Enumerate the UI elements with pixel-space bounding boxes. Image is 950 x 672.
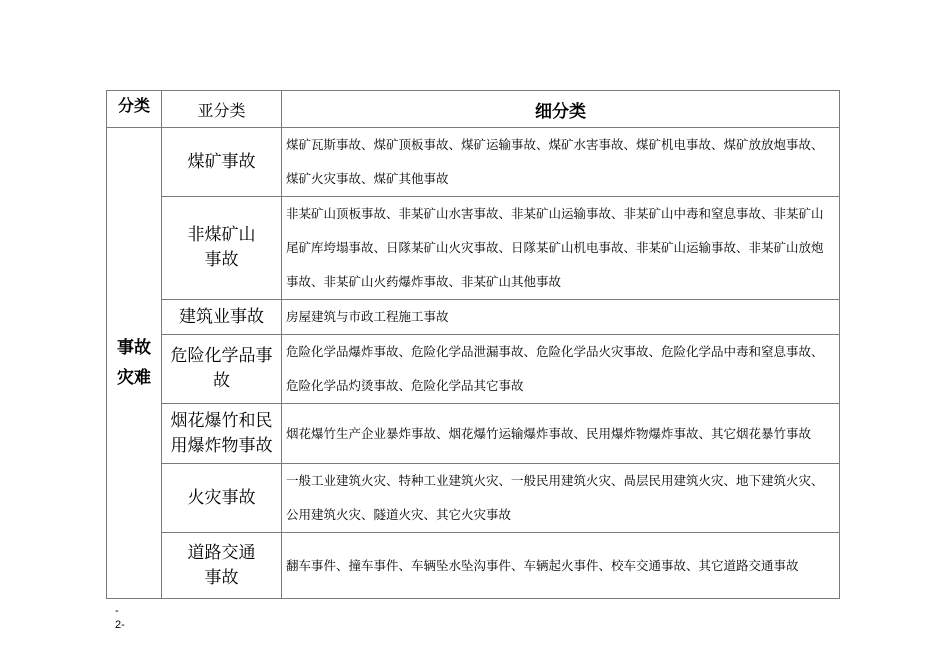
page-number-value: 2- bbox=[115, 619, 125, 631]
table-row bbox=[107, 300, 840, 335]
detail-cell: 煤矿瓦斯事故、煤矿顶板事故、煤矿运输事故、煤矿水害事故、煤矿机电事故、煤矿放放炮事故、煤矿火灾事故、煤矿其他事故 bbox=[282, 128, 840, 197]
table-row bbox=[107, 533, 840, 599]
subcategory-line: 事故 bbox=[204, 567, 239, 588]
subcategory-line: 道路交通 bbox=[187, 542, 256, 563]
subcategory-cell bbox=[162, 533, 282, 599]
subcategory-cell bbox=[162, 335, 282, 404]
subcategory-line: 非煤矿山 bbox=[187, 225, 256, 245]
subcategory-cell bbox=[162, 464, 282, 533]
subcategory-cell bbox=[162, 300, 282, 335]
category-line: 灾难 bbox=[117, 368, 151, 388]
subcategory-line: 煤矿事故 bbox=[187, 151, 256, 172]
subcategory-cell bbox=[162, 197, 282, 300]
table-row bbox=[107, 464, 840, 533]
subcategory-line: 火灾事故 bbox=[187, 487, 256, 508]
table-row bbox=[107, 128, 840, 197]
category-cell bbox=[107, 128, 162, 599]
subcategory-line: 故 bbox=[213, 371, 230, 391]
subcategory-line: 用爆炸物事故 bbox=[170, 435, 273, 456]
accident-classification-table bbox=[106, 90, 840, 599]
subcategory-cell bbox=[162, 404, 282, 464]
category-line: 事故 bbox=[117, 338, 151, 358]
detail-cell: 房屋建筑与市政工程施工事故 bbox=[282, 300, 840, 335]
subcategory-cell bbox=[162, 128, 282, 197]
detail-cell: 烟花爆竹生产企业暴炸事故、烟花爆竹运输爆炸事故、民用爆炸物爆炸事故、其它烟花暴竹事故 bbox=[282, 404, 840, 464]
table-row bbox=[107, 404, 840, 464]
page-number bbox=[115, 604, 125, 632]
detail-cell: 非某矿山顶板事故、非某矿山水害事故、非某矿山运输事故、非某矿山中毒和窒息事故、非某矿山尾矿库垮塌事故、日隊某矿山火灾事故、日隊某矿山机电事故、非某矿山运输事故、非某矿山放炮事故、非某矿山火药爆炸事故、非某矿山其他事故 bbox=[282, 197, 840, 300]
detail-cell: 危险化学品爆炸事故、危险化学品泄漏事故、危险化学品火灾事故、危险化学品中毒和窒息事故、危险化学品灼烫事故、危险化学品其它事故 bbox=[282, 335, 840, 404]
subcategory-line: 危险化学品事 bbox=[170, 346, 273, 366]
table-row bbox=[107, 197, 840, 300]
subcategory-line: 建筑业事故 bbox=[179, 306, 264, 327]
detail-cell: 翻车事件、撞车事件、车辆坠水坠沟事件、车辆起火事件、校车交通事故、其它道路交通事故 bbox=[282, 533, 840, 599]
table-row bbox=[107, 335, 840, 404]
subcategory-line: 事故 bbox=[204, 250, 239, 270]
detail-header: 细分类 bbox=[282, 91, 840, 128]
table-header-row bbox=[107, 91, 840, 128]
subcategory-header: 亚分类 bbox=[162, 91, 282, 128]
subcategory-line: 烟花爆竹和民 bbox=[170, 410, 273, 431]
detail-cell: 一般工业建筑火灾、特种工业建筑火灾、一般民用建筑火灾、咼层民用建筑火灾、地下建筑火灾、公用建筑火灾、隧道火灾、其它火灾事故 bbox=[282, 464, 840, 533]
category-header: 分类 bbox=[107, 91, 162, 128]
page-number-dash: - bbox=[115, 605, 119, 617]
